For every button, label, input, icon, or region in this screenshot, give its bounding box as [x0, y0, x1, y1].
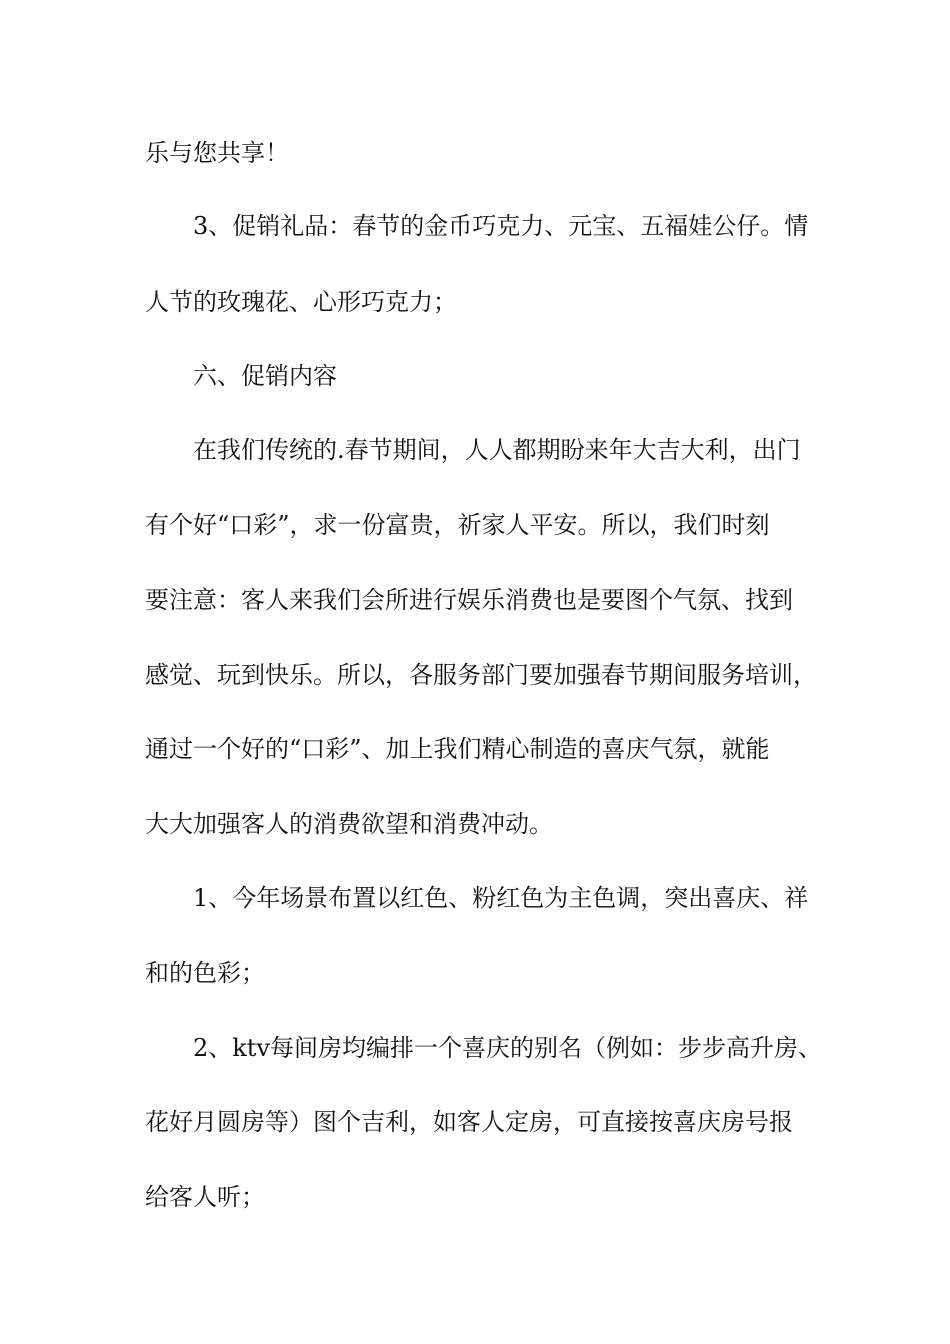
text-line: 通过一个好的“口彩”、加上我们精心制造的喜庆气氛，就能: [145, 735, 770, 763]
text-line: 和的色彩；: [145, 959, 265, 987]
text-line: 人节的玫瑰花、心形巧克力；: [145, 288, 457, 316]
text-line: 在我们传统的.春节期间，人人都期盼来年大吉大利，出门: [193, 436, 801, 464]
text-line: 有个好“口彩”，求一份富贵，祈家人平安。所以，我们时刻: [145, 511, 770, 539]
text-line: 1、今年场景布置以红色、粉红色为主色调，突出喜庆、祥: [193, 884, 809, 912]
section-heading: 六、促销内容: [193, 362, 337, 390]
text-line: 要注意：客人来我们会所进行娱乐消费也是要图个气氛、找到: [145, 586, 793, 614]
text-line: 3、促销礼品：春节的金币巧克力、元宝、五福娃公仔。情: [193, 212, 809, 240]
text-line: 感觉、玩到快乐。所以，各服务部门要加强春节期间服务培训，: [145, 661, 817, 689]
text-line: 花好月圆房等）图个吉利，如客人定房，可直接按喜庆房号报: [145, 1108, 793, 1136]
text-line: 给客人听；: [145, 1183, 265, 1211]
text-line: 大大加强客人的消费欲望和消费冲动。: [145, 810, 553, 838]
text-line: 乐与您共享！: [145, 139, 289, 167]
text-line: 2、ktv每间房均编排一个喜庆的别名（例如：步步高升房、: [193, 1034, 823, 1062]
